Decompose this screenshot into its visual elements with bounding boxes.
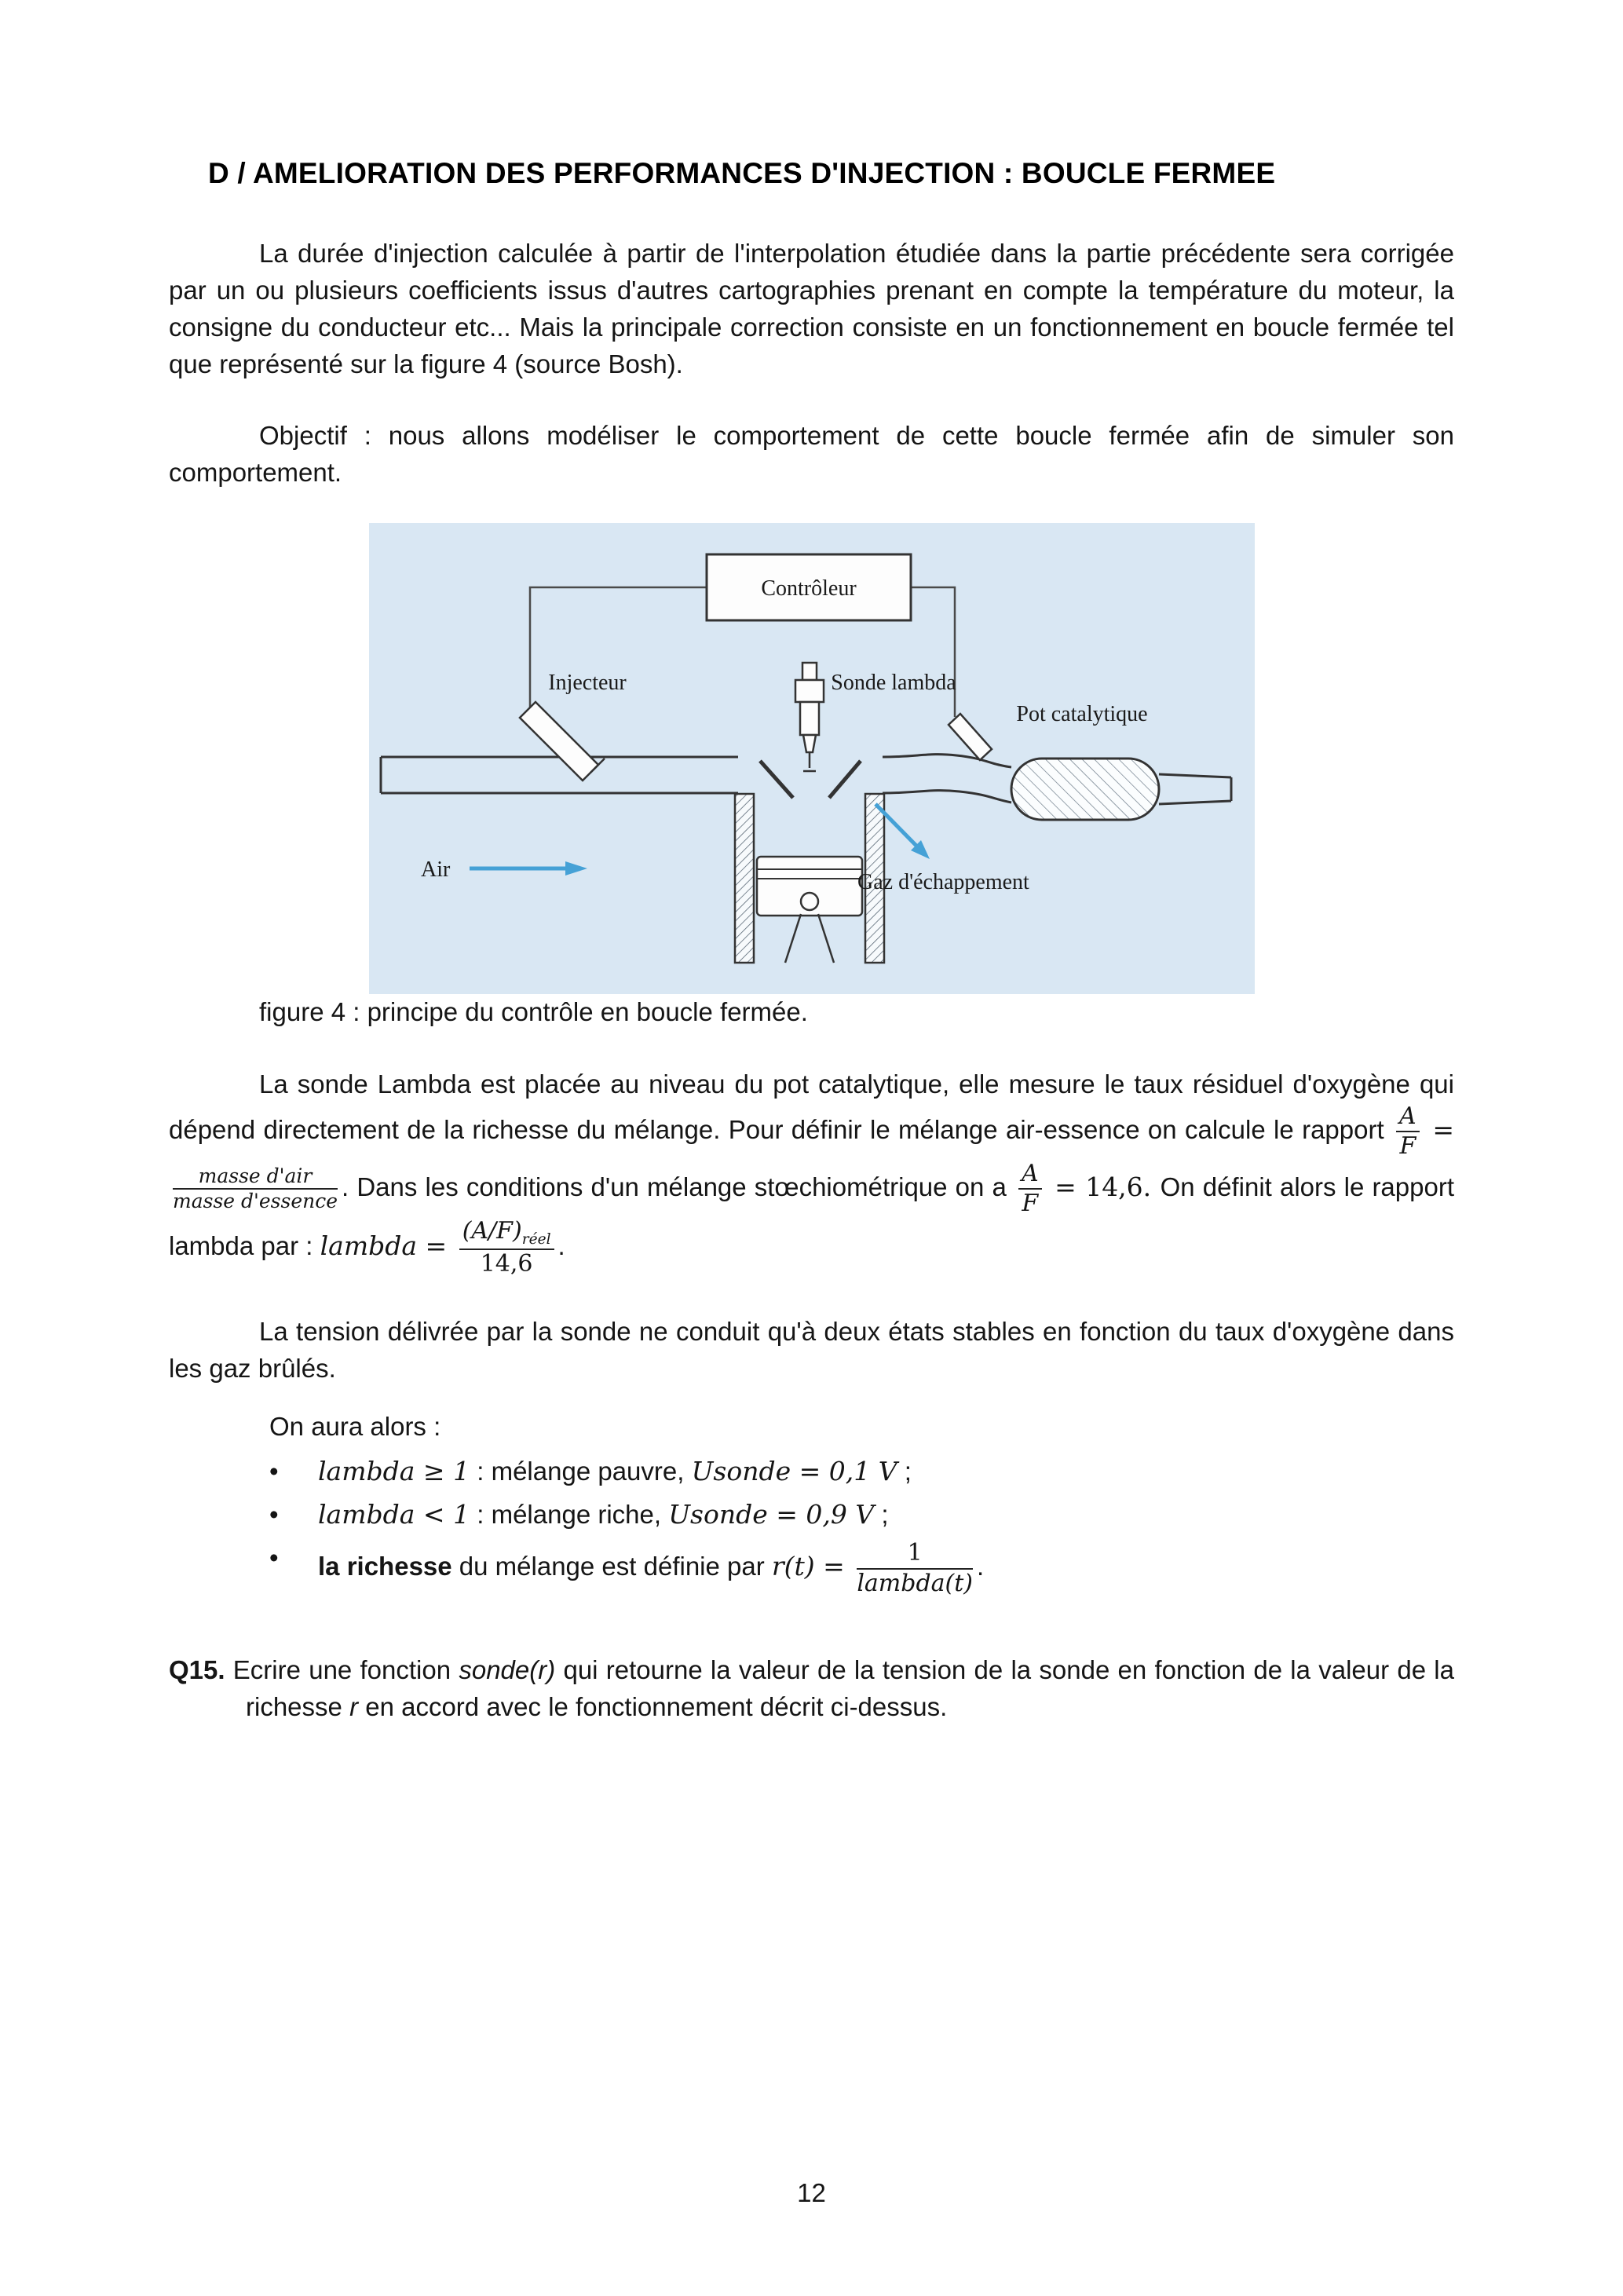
- paragraph-tension: [169, 1314, 1454, 1387]
- paragraph-intro-text: La durée d'injection calculée à partir de l'interpolation étudiée dans la partie précédente sera corrigée par un ou plusieurs coefficients issus d'autres cartographies prenant en compte la température du moteur, la consigne du conducteur etc... Mais la principale correction consiste en un fonctionnement en boucle fermée tel que représenté sur la figure 4 (source Bosh).: [169, 239, 1454, 378]
- p3-lambda-equation: lambda =: [320, 1230, 455, 1262]
- fraction-af-reel: [459, 1218, 554, 1278]
- air-label: Air: [420, 857, 450, 883]
- question-label: Q15.: [169, 1655, 225, 1685]
- p3-equals-1: =: [1423, 1114, 1455, 1146]
- lambda-sensor-label: Sonde lambda: [830, 671, 956, 696]
- q15-text-2: qui retourne la valeur de la tension de la sonde en fonction de la valeur de la richesse: [246, 1655, 1454, 1721]
- bullet-icon: •: [269, 1457, 279, 1486]
- question-q15: [169, 1652, 1454, 1726]
- catalytic-converter-label: Pot catalytique: [1015, 702, 1148, 727]
- usonde-value: Usonde = 0,9 V: [668, 1499, 875, 1530]
- fraction-richesse: [857, 1540, 973, 1597]
- item-text: du mélange est définie par: [451, 1552, 772, 1581]
- richesse-bold: la richesse: [318, 1552, 452, 1581]
- bullet-icon: •: [269, 1543, 279, 1573]
- bullet-icon: •: [269, 1500, 279, 1530]
- item-end: ;: [874, 1500, 889, 1530]
- injector-label: Injecteur: [547, 671, 627, 696]
- item-text: : mélange pauvre,: [470, 1457, 692, 1486]
- spark-plug-hex: [795, 680, 824, 702]
- fraction-denominator: 14,6: [480, 1250, 533, 1278]
- spark-plug-terminal: [802, 663, 817, 680]
- paragraph-tension-text: La tension délivrée par la sonde ne conduit qu'à deux états stables en fonction du taux d'oxygène dans les gaz brûlés.: [169, 1316, 1454, 1383]
- usonde-value: Usonde = 0,1 V: [691, 1456, 897, 1487]
- p3-period: .: [557, 1231, 565, 1261]
- catalytic-converter-body: [1011, 759, 1159, 820]
- fraction-denominator: masse d'essence: [173, 1190, 338, 1213]
- fraction-numerator: 1: [857, 1540, 973, 1570]
- fraction-numerator: [459, 1218, 554, 1250]
- p3-text-3: On définit alors le rapport lambda par :: [169, 1172, 1454, 1261]
- paragraph-intro: [169, 236, 1454, 382]
- item-text: : mélange riche,: [470, 1500, 669, 1530]
- af-reel-subscript: réel: [521, 1230, 551, 1248]
- af-reel-base: (A/F): [462, 1216, 522, 1245]
- fraction-masses: [173, 1165, 338, 1214]
- page-number: 12: [797, 2178, 826, 2207]
- p3-text-1: La sonde Lambda est placée au niveau du pot catalytique, elle mesure le taux résiduel d'oxygène qui dépend directement de la richesse du mélange. Pour définir le mélange air-essence on calcule le rapport: [169, 1069, 1454, 1145]
- cylinder-wall-left: [735, 794, 754, 963]
- richesse-equation: r(t) =: [771, 1551, 854, 1582]
- lambda-condition: lambda ≥ 1: [318, 1456, 470, 1487]
- spark-plug-shell: [800, 702, 819, 735]
- item-end: ;: [897, 1457, 912, 1486]
- list-item: [169, 1540, 1454, 1597]
- exhaust-gas-label: Gaz d'échappement: [857, 870, 1029, 895]
- paragraph-objectif-text: Objectif : nous allons modéliser le comportement de cette boucle fermée afin de simuler son comportement.: [169, 421, 1454, 488]
- fraction-numerator: A: [1396, 1103, 1420, 1133]
- list-item-body: [318, 1497, 1454, 1534]
- controller-label: Contrôleur: [760, 576, 857, 601]
- spark-plug-insulator: [803, 735, 816, 752]
- figure-caption: [169, 994, 1454, 1031]
- paragraph-objectif: [169, 418, 1454, 492]
- q15-text-3: en accord avec le fonctionnement décrit ci-dessus.: [358, 1691, 948, 1721]
- p3-equals-146: = 14,6.: [1045, 1172, 1161, 1203]
- fraction-denominator: F: [1399, 1132, 1416, 1161]
- q15-function-name: sonde(r): [459, 1655, 556, 1685]
- q15-text-1: Ecrire une fonction: [225, 1655, 459, 1685]
- list-item-body: [318, 1453, 1454, 1490]
- list-intro: On aura alors :: [269, 1412, 441, 1442]
- figure-diagram: [369, 523, 1255, 994]
- figure-4: [369, 523, 1255, 994]
- fraction-numerator: A: [1018, 1161, 1042, 1190]
- fraction-denominator: lambda(t): [857, 1569, 973, 1597]
- page-title: D / AMELIORATION DES PERFORMANCES D'INJECTION : BOUCLE FERMEE: [208, 157, 1276, 189]
- fraction-air-fuel-1: [1396, 1103, 1420, 1161]
- paragraph-sonde: [169, 1066, 1454, 1278]
- fraction-numerator: masse d'air: [173, 1165, 338, 1190]
- fraction-air-fuel-2: [1018, 1161, 1042, 1218]
- fraction-denominator: F: [1022, 1190, 1039, 1218]
- list-item: [169, 1453, 1454, 1490]
- controller-box: [707, 554, 911, 620]
- figure-caption-text: figure 4 : principe du contrôle en boucle fermée.: [259, 997, 808, 1027]
- item-end: .: [977, 1552, 985, 1581]
- list-item: [169, 1497, 1454, 1534]
- p3-text-2: . Dans les conditions d'un mélange stœchiométrique on a: [342, 1172, 1014, 1202]
- piston-pin: [801, 893, 818, 910]
- list-item-body: [318, 1540, 1454, 1597]
- q15-variable-r: r: [349, 1691, 359, 1721]
- lambda-condition: lambda < 1: [318, 1499, 470, 1530]
